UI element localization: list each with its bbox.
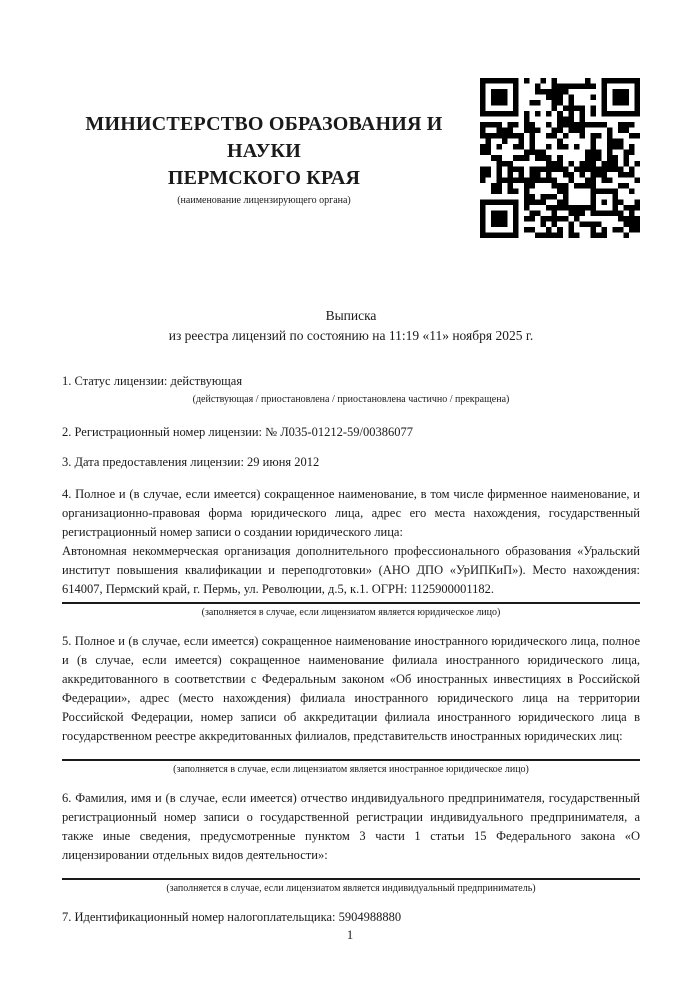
document-title-line1: Выписка xyxy=(325,308,377,323)
item-4-rule-line xyxy=(62,602,640,604)
item-6-label: 6. Фамилия, имя и (в случае, если имеется) отчество индивидуального предпринимателя, государственный регистрационный номер записи о государственной регистрации индивидуального предпринимателя, а также иные сведения, предусмотренные пунктом 3 части 1 статьи 15 Федерального закона «О лицензировании отдельных видов деятельности»: xyxy=(62,791,640,862)
item-5-caption: (заполняется в случае, если лицензиатом является иностранное юридическое лицо) xyxy=(173,764,529,775)
item-3-license-date: 3. Дата предоставления лицензии: 29 июня 2012 xyxy=(62,455,320,469)
item-4-legal-entity xyxy=(62,485,640,620)
item-6-rule-line xyxy=(62,878,640,880)
item-4-caption: (заполняется в случае, если лицензиатом является юридическое лицо) xyxy=(201,607,501,618)
document-title-line2: из реестра лицензий по состоянию на 11:19 «11» ноября 2025 г. xyxy=(168,328,534,343)
licensing-authority-block xyxy=(62,111,480,206)
item-6-caption: (заполняется в случае, если лицензиатом является индивидуальный предприниматель) xyxy=(166,883,536,894)
ministry-name-line1: МИНИСТЕРСТВО ОБРАЗОВАНИЯ И НАУКИ xyxy=(85,112,443,162)
item-5-label: 5. Полное и (в случае, если имеется) сокращенное наименование иностранного юридического лица, полное и (в случае, если имеется) сокращенное наименование филиала иностранного юридического лица, аккредитованного в соответствии с Федеральным законом «Об иностранных инвестициях в Российской Федерации», адрес (место нахождения) филиала иностранного юридического лица на территории Российской Федерации, номер записи об аккредитации филиала иностранного юридического лица в государственном реестре аккредитованных филиалов, представительств иностранных юридических лиц: xyxy=(62,634,640,743)
document-title xyxy=(62,306,640,346)
document-body xyxy=(62,372,640,927)
item-1-text: 1. Статус лицензии: действующая xyxy=(62,374,243,388)
item-1-license-status xyxy=(62,372,640,407)
ministry-caption: (наименование лицензирующего органа) xyxy=(177,194,351,206)
page-number: 1 xyxy=(346,928,354,942)
item-5-foreign-entity xyxy=(62,632,640,777)
item-7-taxpayer-number: 7. Идентификационный номер налогоплательщика: 5904988880 xyxy=(62,910,402,924)
qr-code xyxy=(480,78,640,238)
item-1-caption: (действующая / приостановлена / приостановлена частично / прекращена) xyxy=(192,394,510,405)
item-4-label: 4. Полное и (в случае, если имеется) сокращенное наименование, в том числе фирменное наименование, и организационно-правовая форма юридического лица, адрес его места нахождения, государственный регистрационный номер записи о создании юридического лица: xyxy=(62,487,640,539)
item-5-rule-line xyxy=(62,759,640,761)
item-6-individual-entrepreneur xyxy=(62,789,640,896)
ministry-name-line2: ПЕРМСКОГО КРАЯ xyxy=(167,166,361,189)
item-2-registration-number: 2. Регистрационный номер лицензии: № Л035-01212-59/00386077 xyxy=(62,425,413,439)
item-4-value: Автономная некоммерческая организация дополнительного профессионального образования «Уральский институт повышения квалификации и переподготовки» (АНО ДПО «УрИПКиП»). Место нахождения: 614007, Пермский край, г. Пермь, ул. Революции, д.5, к.1. ОГРН: 1125900001182. xyxy=(62,544,640,596)
document-header xyxy=(62,78,640,238)
